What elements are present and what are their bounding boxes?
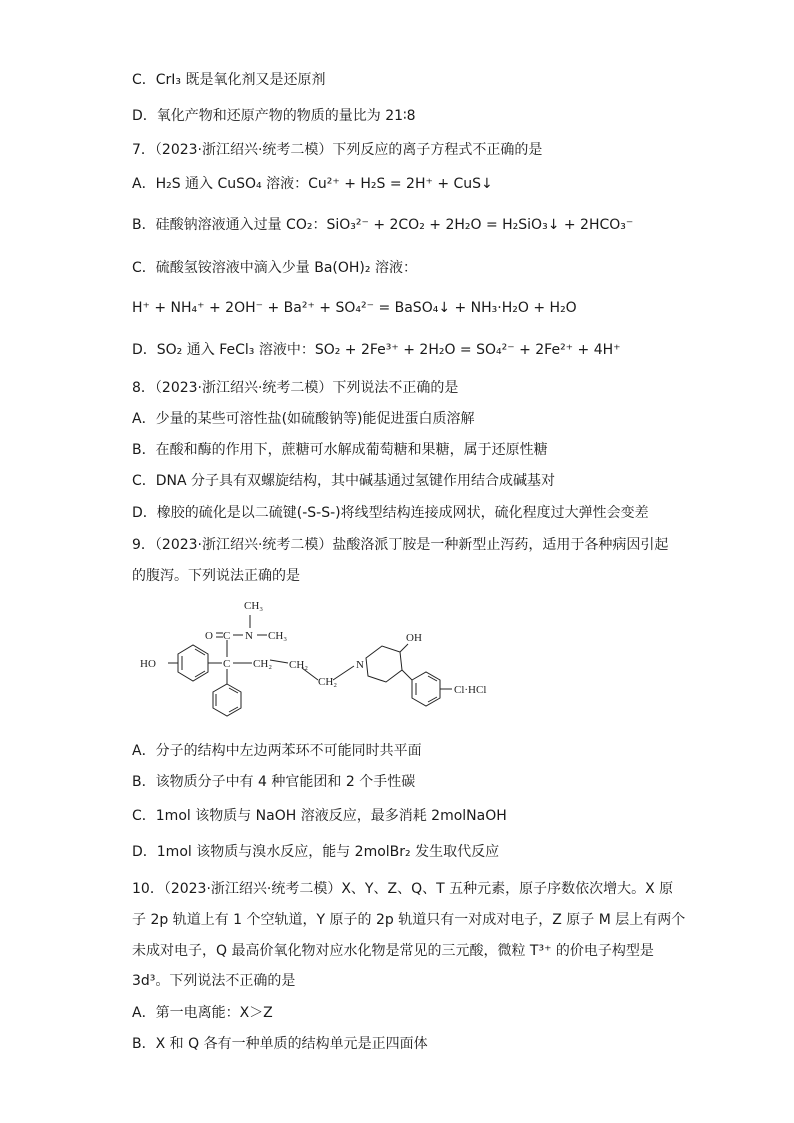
carbonyl-o-label: O	[205, 630, 213, 642]
loperamide-structure	[130, 588, 510, 726]
piperidine-n-label: N	[356, 659, 364, 671]
q7-option-c: C．硫酸氢铵溶液中滴入少量 Ba(OH)₂ 溶液：	[132, 260, 417, 276]
q8-option-a: A．少量的某些可溶性盐(如硫酸钠等)能促进蛋白质溶解	[132, 411, 475, 427]
q9-option-b: B．该物质分子中有 4 种官能团和 2 个手性碳	[132, 774, 416, 790]
piperidine-ring	[366, 646, 402, 682]
q9-option-d: D．1mol 该物质与溴水反应，能与 2molBr₂ 发生取代反应	[132, 844, 500, 860]
q7-option-a: A．H₂S 通入 CuSO₄ 溶液：Cu²⁺ + H₂S = 2H⁺ + CuS↓	[132, 176, 493, 192]
q8-title: 8．（2023·浙江绍兴·统考二模）下列说法不正确的是	[132, 380, 459, 396]
phenyl-ring	[213, 684, 241, 716]
q8-option-c: C．DNA 分子具有双螺旋结构，其中碱基通过氢键作用结合成碱基对	[132, 473, 556, 489]
q7-option-d: D．SO₂ 通入 FeCl₃ 溶液中：SO₂ + 2Fe³⁺ + 2H₂O = SO₄²⁻ + 2Fe²⁺ + 4H⁺	[132, 342, 621, 358]
q9-option-c: C．1mol 该物质与 NaOH 溶液反应，最多消耗 2molNaOH	[132, 808, 507, 824]
q7-option-c-equation: H⁺ + NH₄⁺ + 2OH⁻ + Ba²⁺ + SO₄²⁻ = BaSO₄↓ + NH₃·H₂O + H₂O	[132, 300, 577, 316]
q10-text-4: 3d³。下列说法不正确的是	[132, 973, 296, 989]
ch2-label-b: CH₂	[289, 659, 309, 671]
amide-n-label: N	[245, 630, 253, 642]
q10-text-3: 未成对电子，Q 最高价氧化物对应水化物是常见的三元酸，微粒 T³⁺ 的价电子构型是	[132, 943, 654, 959]
oh-label: OH	[406, 632, 422, 644]
q10-option-a: A．第一电离能：X＞Z	[132, 1005, 273, 1021]
ch2-label-c: CH₂	[318, 676, 338, 688]
q7-option-b: B．硅酸钠溶液通入过量 CO₂：SiO₃²⁻ + 2CO₂ + 2H₂O = H₂SiO₃↓ + 2HCO₃⁻	[132, 217, 634, 233]
carbonyl-c-label: C	[223, 630, 231, 642]
q8-option-d: D．橡胶的硫化是以二硫键(-S-S-)将线型结构连接成网状，硫化程度过大弹性会变差	[132, 505, 649, 521]
q10-text-2: 子 2p 轨道上有 1 个空轨道，Y 原子的 2p 轨道只有一对成对电子，Z 原子 M 层上有两个	[132, 912, 686, 928]
q9-title-cont: 的腹泻。下列说法正确的是	[132, 568, 300, 584]
ch3-right-label: CH₃	[268, 630, 288, 642]
q7-title: 7．（2023·浙江绍兴·统考二模）下列反应的离子方程式不正确的是	[132, 142, 543, 158]
line-1: C．CrI₃ 既是氧化剂又是还原剂	[132, 72, 326, 88]
q10-option-b: B．X 和 Q 各有一种单质的结构单元是正四面体	[132, 1036, 428, 1052]
q9-option-a: A．分子的结构中左边两苯环不可能同时共平面	[132, 743, 422, 759]
cl-hcl-label: Cl·HCl	[454, 684, 487, 696]
line-2: D．氧化产物和还原产物的物质的量比为 21∶8	[132, 108, 416, 124]
ho-label: HO	[140, 658, 156, 670]
central-c-label: C	[223, 658, 231, 670]
ch2-label-a: CH₂	[253, 658, 273, 670]
q8-option-b: B．在酸和酶的作用下，蔗糖可水解成葡萄糖和果糖，属于还原性糖	[132, 442, 548, 458]
q10-title: 10．（2023·浙江绍兴·统考二模）X、Y、Z、Q、T 五种元素，原子序数依次增大。X 原	[132, 881, 674, 897]
ch3-top-label: CH₃	[244, 600, 264, 612]
q9-title: 9．（2023·浙江绍兴·统考二模）盐酸洛派丁胺是一种新型止泻药，适用于各种病因引起	[132, 537, 669, 553]
